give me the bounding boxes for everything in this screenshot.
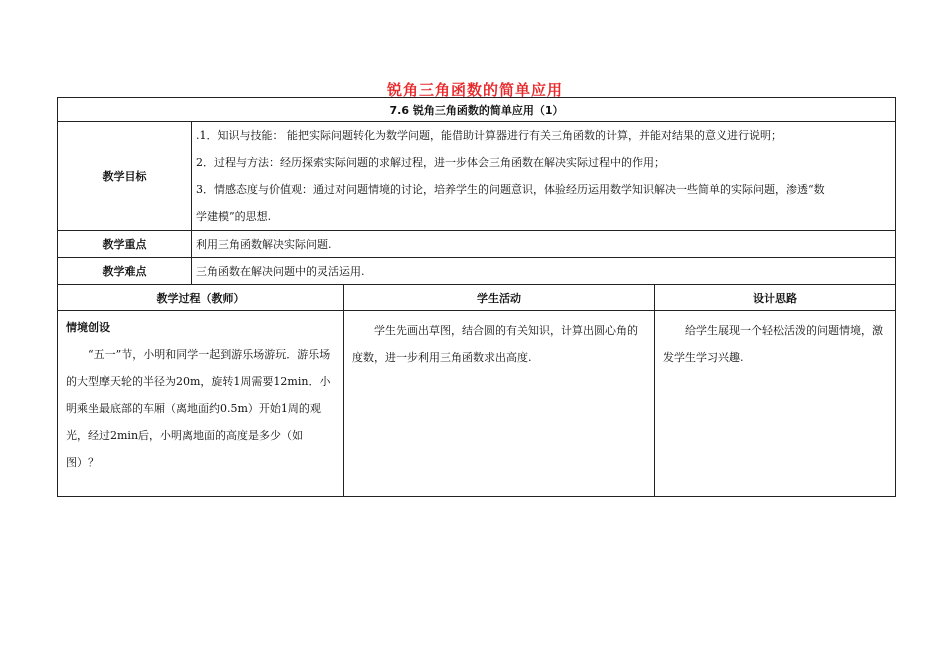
lesson-plan-table	[57, 97, 896, 497]
key-point-label: 教学重点	[58, 231, 192, 258]
difficulty-label: 教学难点	[58, 258, 192, 285]
objectives-content	[192, 122, 896, 231]
objective-item: 2．过程与方法：经历探索实际问题的求解过程，进一步体会三角函数在解决实际过程中的作用；	[196, 156, 665, 169]
difficulty-text: 三角函数在解决问题中的灵活运用.	[192, 258, 896, 285]
design-column-header: 设计思路	[655, 285, 896, 311]
column-header-row	[58, 285, 896, 311]
lesson-title: 7.6 锐角三角函数的简单应用（1）	[58, 98, 896, 122]
objective-item: .1．知识与技能： 能把实际问题转化为数学问题，能借助计算器进行有关三角函数的计算，并能对结果的意义进行说明；	[196, 129, 782, 142]
design-idea-text: 给学生展现一个轻松活泼的问题情境，激发学生学习兴趣.	[663, 324, 883, 364]
document-title: 锐角三角函数的简单应用	[386, 81, 563, 99]
student-activity-cell	[344, 311, 655, 497]
student-activity-text: 学生先画出草图，结合圆的有关知识，计算出圆心角的度数，进一步利用三角函数求出高度.	[352, 324, 638, 364]
design-idea-cell	[655, 311, 896, 497]
process-cell	[58, 311, 344, 497]
process-heading: 情境创设	[66, 321, 110, 334]
process-column-header: 教学过程（教师）	[58, 285, 344, 311]
objectives-row	[58, 122, 896, 231]
key-point-row	[58, 231, 896, 258]
objective-item: 3．情感态度与价值观：通过对问题情境的讨论，培养学生的问题意识，体验经历运用数学知识解决一些简单的实际问题，渗透“数	[196, 183, 825, 196]
lesson-title-row	[58, 98, 896, 122]
student-column-header: 学生活动	[344, 285, 655, 311]
key-point-text: 利用三角函数解决实际问题.	[192, 231, 896, 258]
objectives-label: 教学目标	[58, 122, 192, 231]
objective-item: 学建模”的思想.	[196, 210, 272, 223]
content-row	[58, 311, 896, 497]
difficulty-row	[58, 258, 896, 285]
process-text: “五一”节，小明和同学一起到游乐场游玩．游乐场的大型摩天轮的半径为20m，旋转1周需要12min．小明乘坐最底部的车厢（离地面约0.5m）开始1周的观光，经过2min后，小明离地面的高度是多少（如图）？	[66, 348, 331, 469]
